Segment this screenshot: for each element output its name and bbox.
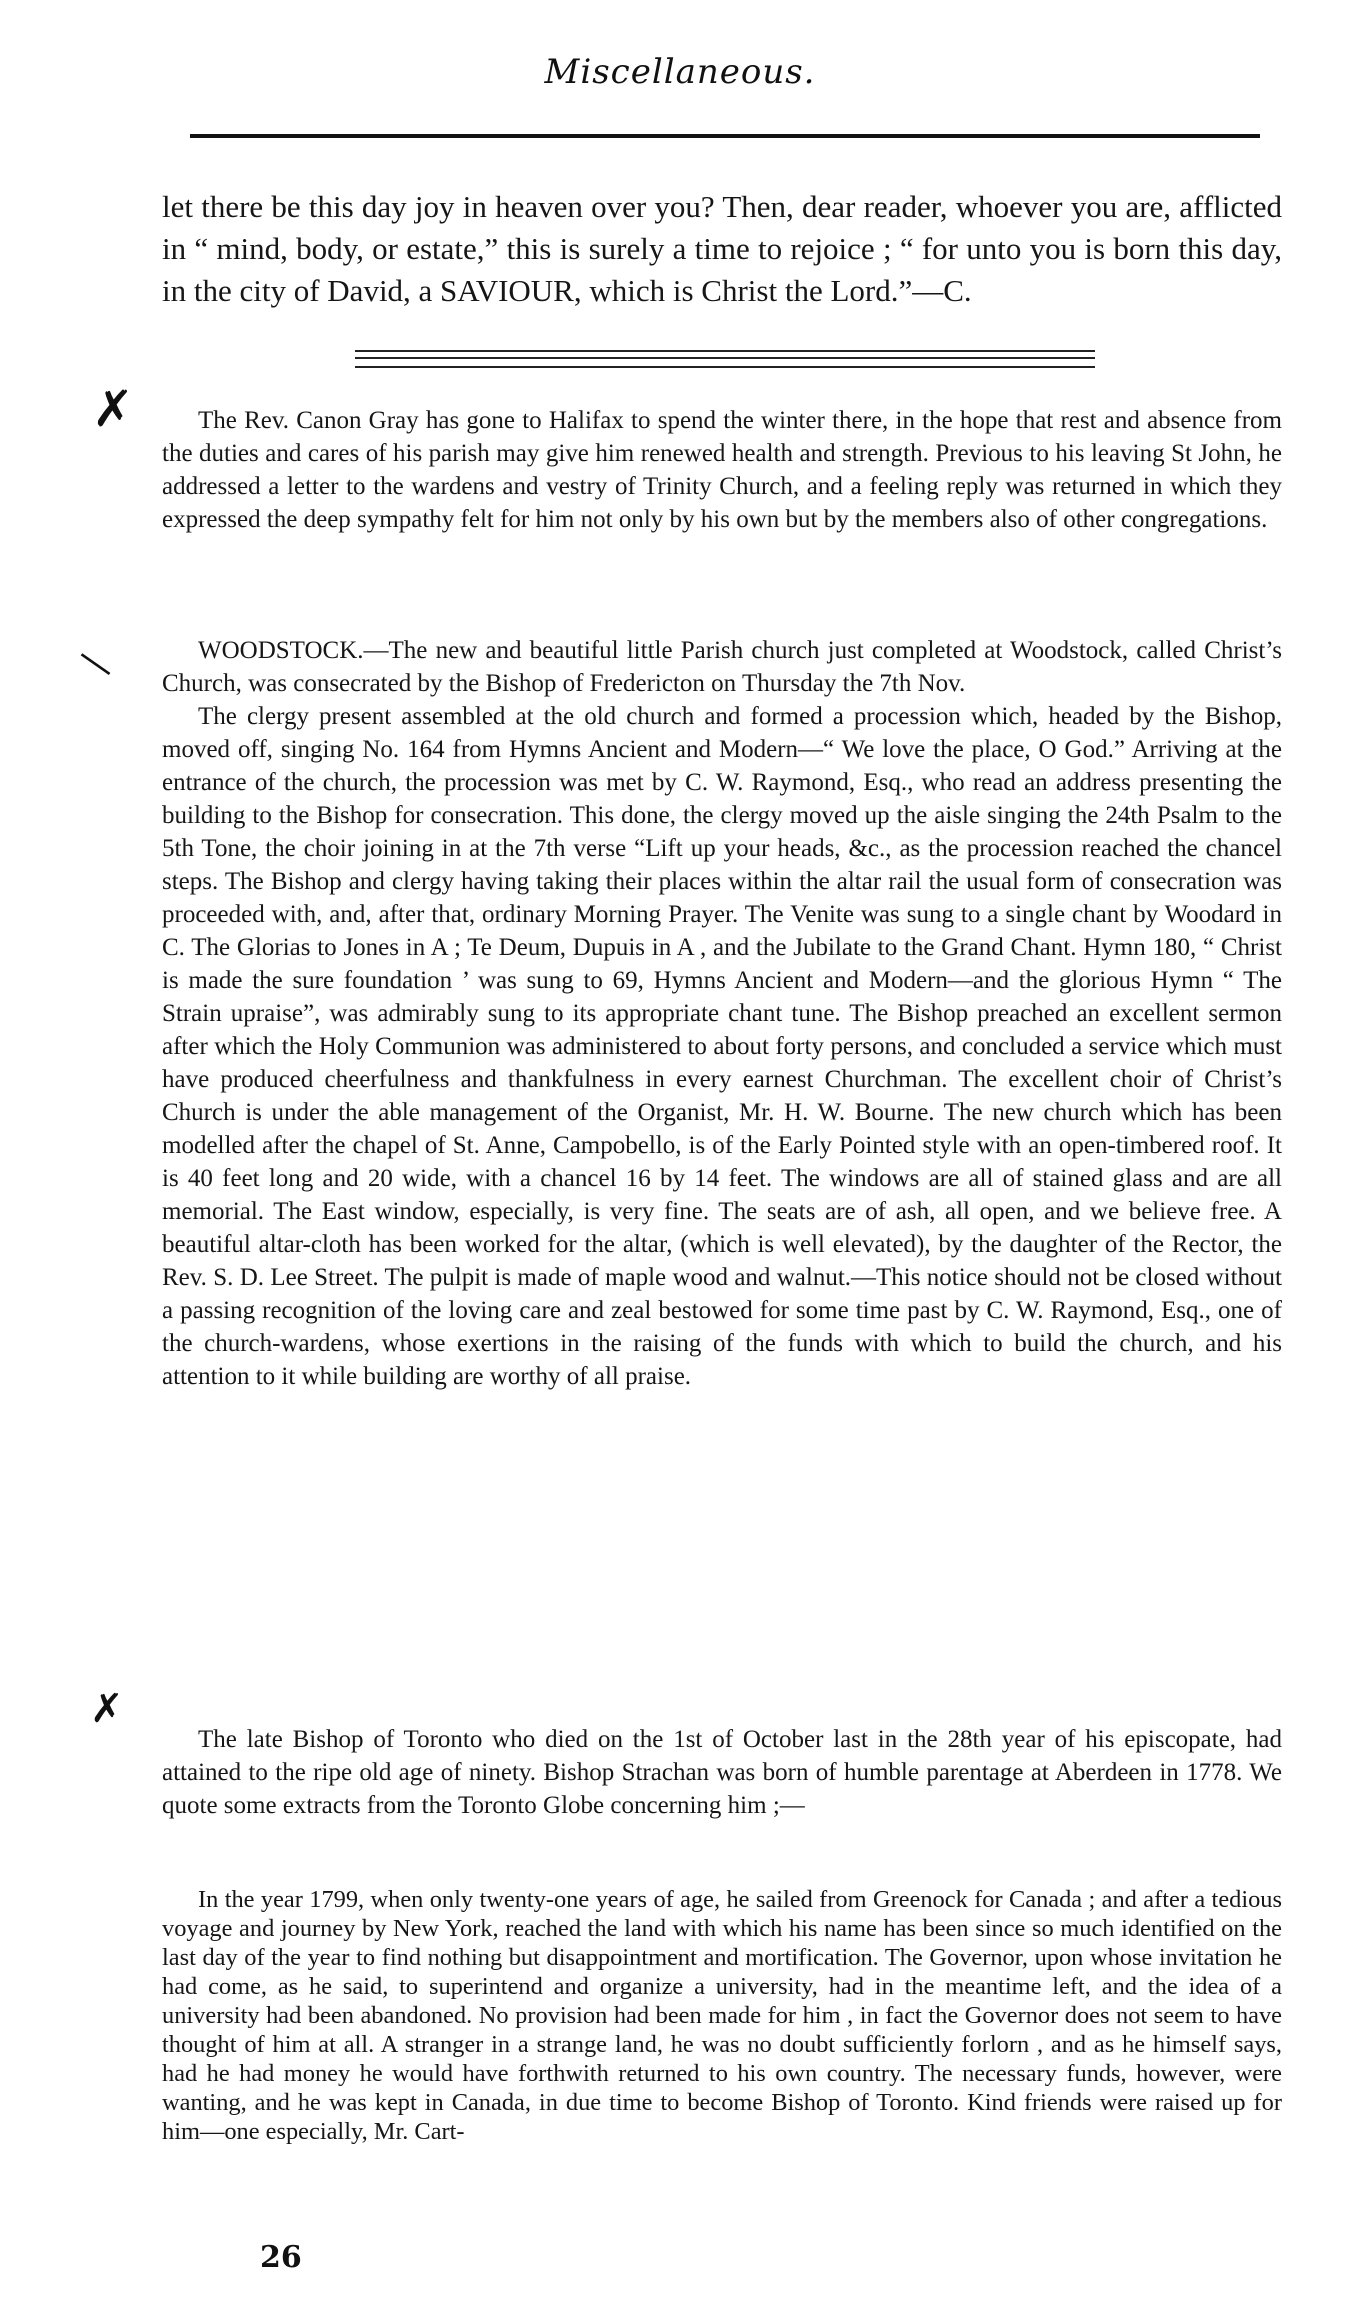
pencil-mark-2: — (68, 633, 126, 691)
pencil-mark-1: ✗ (92, 380, 134, 438)
article-woodstock (162, 634, 1282, 1393)
article-canon-gray (162, 404, 1282, 536)
article-bishop-toronto (162, 1723, 1282, 1822)
intro-paragraph (162, 186, 1282, 312)
running-header: Miscellaneous. (544, 52, 816, 92)
pencil-mark-3: ✗ (90, 1686, 124, 1732)
article-paragraph: WOODSTOCK.—The new and beautiful little Parish church just completed at Woodstock, called Christ’s Church, was consecrated by the Bishop of Fredericton on Thursday the 7th Nov. (162, 637, 1282, 697)
section-divider (355, 350, 1095, 368)
article-paragraph: The Rev. Canon Gray has gone to Halifax to spend the winter there, in the hope that rest and absence from the duties and cares of his parish may give him renewed health and strength. Previous to his leaving St John, he addressed a letter to the wardens and vestry of Trinity Church, and a feeling reply was returned in which they expressed the deep sympathy felt for him not only by his own but by the members also of other congregations. (162, 407, 1282, 533)
article-paragraph: The clergy present assembled at the old church and formed a procession which, headed by the Bishop, moved off, singing No. 164 from Hymns Ancient and Modern—“ We love the place, O God.” Arriving at the entrance of the church, the procession was met by C. W. Raymond, Esq., who read an address presenting the building to the Bishop for consecration. This done, the clergy moved up the aisle singing the 24th Psalm to the 5th Tone, the choir joining in at the 7th verse “Lift up your heads, &c., as the procession reached the chancel steps. The Bishop and clergy having taking their places within the altar rail the usual form of consecration was proceeded with, and, after that, ordinary Morning Prayer. The Venite was sung to a single chant by Woodard in C. The Glorias to Jones in A ; Te Deum, Dupuis in A , and the Jubilate to the Grand Chant. Hymn 180, “ Christ is made the sure foundation ’ was sung to 69, Hymns Ancient and Modern—and the glorious Hymn “ The Strain upraise”, was admirably sung to its appropriate chant tune. The Bishop preached an excellent sermon after which the Holy Communion was administered to about forty persons, and concluded a service which must have produced cheerfulness and thankfulness in every earnest Churchman. The excellent choir of Christ’s Church is under the able management of the Organist, Mr. H. W. Bourne. The new church which has been modelled after the chapel of St. Anne, Campobello, is of the Early Pointed style with an open-timbered roof. It is 40 feet long and 20 wide, with a chancel 16 by 14 feet. The windows are all of stained glass and are all memorial. The East window, especially, is very fine. The seats are of ash, all open, and we believe free. A beautiful altar-cloth has been worked for the altar, (which is well elevated), by the daughter of the Rector, the Rev. S. D. Lee Street. The pulpit is made of maple wood and walnut.—This notice should not be closed without a passing recognition of the loving care and zeal bestowed for some time past by C. W. Raymond, Esq., one of the church-wardens, whose exertions in the raising of the funds with which to build the church, and his attention to it while building are worthy of all praise. (162, 703, 1282, 1390)
header-rule (190, 134, 1260, 138)
article-paragraph: The late Bishop of Toronto who died on the 1st of October last in the 28th year of his episcopate, had attained to the ripe old age of ninety. Bishop Strachan was born of humble parentage at Aberdeen in 1778. We quote some extracts from the Toronto Globe concerning him ;— (162, 1726, 1282, 1819)
quoted-extract (162, 1885, 1282, 2146)
page-number: 26 (260, 2240, 302, 2275)
extract-paragraph: In the year 1799, when only twenty-one years of age, he sailed from Greenock for Canada ; and after a tedious voyage and journey by New York, reached the land with which his name has been since so much identified on the last day of the year to find nothing but disappointment and mortification. The Governor, upon whose invitation he had come, as he said, to superintend and organize a university, had in the meantime left, and the idea of a university had been abandoned. No provision had been made for him , in fact the Governor does not seem to have thought of him at all. A stranger in a strange land, he was no doubt sufficiently forlorn , and as he himself says, had he had money he would have forthwith returned to his own country. The necessary funds, however, were wanting, and he was kept in Canada, in due time to become Bishop of Toronto. Kind friends were raised up for him—one especially, Mr. Cart- (162, 1886, 1282, 2145)
intro-text: let there be this day joy in heaven over you? Then, dear reader, whoever you are, afflicted in “ mind, body, or estate,” this is surely a time to rejoice ; “ for unto you is born this day, in the city of David, a SAVIOUR, which is Christ the Lord.”—C. (162, 189, 1282, 308)
